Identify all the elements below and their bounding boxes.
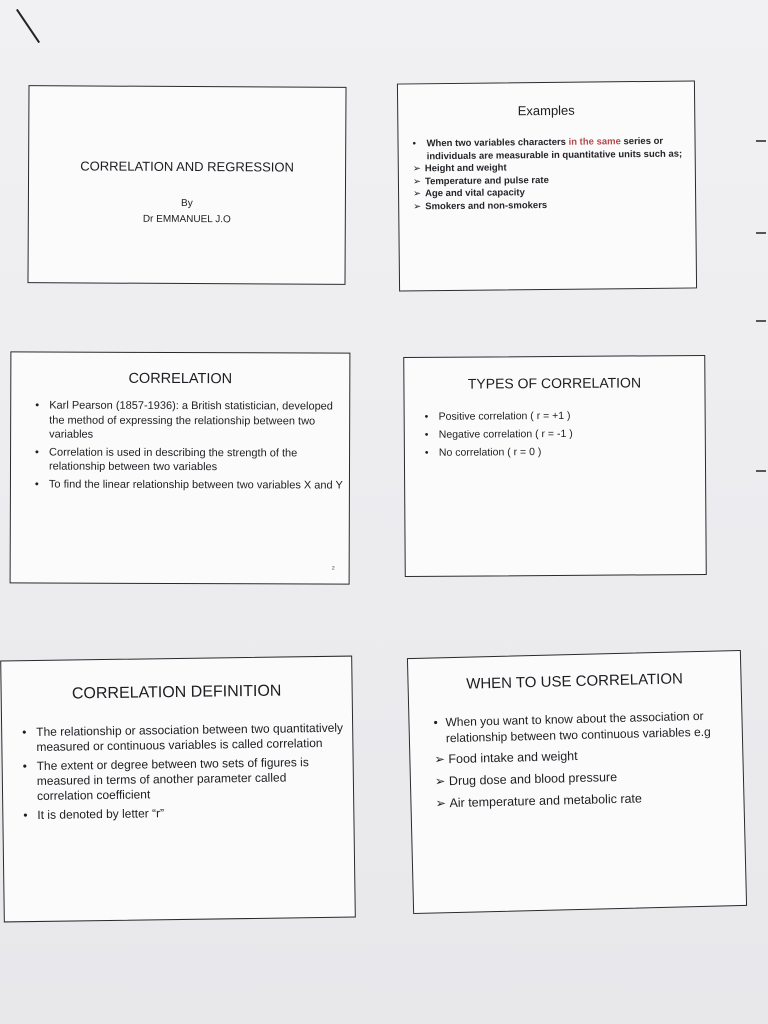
slide-6-title: WHEN TO USE CORRELATION: [466, 670, 684, 693]
bullet-icon: •: [424, 446, 429, 459]
list-item: [35, 445, 343, 475]
slide-2-lead-text-b: series or individuals are measurable in quantitative units such as;: [426, 135, 683, 162]
list-item: [34, 477, 343, 493]
bullet-icon: •: [35, 445, 39, 459]
slide-1-author: Dr EMMANUEL J.O: [142, 213, 231, 226]
bullet-icon: •: [23, 808, 28, 823]
list-item-text: The relationship or association between two quantitatively measured or continuous variables is called correlation: [36, 720, 344, 754]
slide-5-bullets: [22, 720, 345, 827]
arrow-bullet-icon: ➢: [435, 796, 447, 811]
slide-correlation: [10, 351, 351, 584]
edge-tick: [756, 320, 766, 322]
list-item: [22, 720, 344, 755]
list-item-text: Age and vital capacity: [425, 187, 525, 200]
slide-3-page-number: 2: [331, 565, 335, 572]
edge-tick: [756, 232, 766, 234]
list-item: [424, 407, 573, 426]
slide-2-lead-text-a: When two variables characters: [426, 136, 569, 150]
bullet-icon: •: [22, 759, 27, 774]
arrow-bullet-icon: ➢: [412, 163, 421, 175]
bullet-icon: •: [424, 428, 429, 441]
list-item-text: Karl Pearson (1857-1936): a British statistician, developed the method of expressing the relationship between two variables: [49, 399, 333, 441]
slide-1-by: By: [181, 197, 193, 210]
bullet-icon: •: [412, 138, 416, 150]
slide-correlation-definition: [0, 656, 356, 923]
arrow-bullet-icon: ➢: [412, 175, 421, 187]
bullet-icon: •: [433, 715, 438, 730]
list-item-text: It is denoted by letter “r”: [37, 806, 165, 822]
slide-3-title: CORRELATION: [128, 370, 233, 388]
list-item: [434, 743, 736, 768]
slide-3-bullets: [34, 399, 343, 496]
list-item: [424, 443, 573, 462]
list-item-text: Positive correlation ( r = +1 ): [438, 409, 571, 423]
list-item-text: Negative correlation ( r = -1 ): [438, 427, 573, 441]
list-item-text: Height and weight: [424, 162, 507, 175]
slide-6-lead-text: When you want to know about the association or relationship between two continuous variables e.g: [445, 708, 711, 746]
bullet-icon: •: [34, 477, 39, 491]
slide-when-to-use-correlation: [407, 650, 747, 914]
list-item-text: Correlation is used in describing the strength of the relationship between two variables: [48, 446, 298, 474]
slide-4-title: TYPES OF CORRELATION: [467, 374, 642, 392]
edge-tick: [756, 140, 766, 142]
list-item-text: Smokers and non-smokers: [425, 199, 548, 212]
bullet-icon: •: [424, 410, 429, 423]
slide-2-lead: [412, 135, 686, 164]
list-item-text: No correlation ( r = 0 ): [438, 446, 542, 459]
slide-2-lead-highlight: in the same: [568, 136, 621, 148]
arrow-bullet-icon: ➢: [413, 188, 422, 200]
slide-title-page: [27, 85, 346, 285]
list-item: [413, 198, 687, 213]
arrow-bullet-icon: ➢: [434, 752, 446, 767]
list-item-text: The extent or degree between two sets of figures is measured in terms of another parameter called correlation coefficient: [36, 755, 309, 803]
slide-6-lead: [433, 707, 736, 746]
bullet-icon: •: [35, 399, 40, 412]
slide-4-bullets: [424, 407, 573, 462]
slide-types-of-correlation: [403, 355, 707, 577]
list-item-text: To find the linear relationship between two variables X and Y: [48, 478, 343, 492]
list-item: [424, 425, 573, 444]
list-item: [23, 804, 345, 823]
slide-2-content: [412, 135, 687, 214]
arrow-bullet-icon: ➢: [413, 200, 422, 212]
list-item: [435, 765, 737, 790]
list-item-text: Drug dose and blood pressure: [448, 770, 618, 789]
list-item: [435, 787, 737, 812]
slide-6-content: [433, 707, 737, 816]
edge-tick: [756, 470, 766, 472]
slide-5-title: CORRELATION DEFINITION: [71, 682, 282, 703]
list-item: [35, 399, 343, 444]
slide-1-title: CORRELATION AND REGRESSION: [80, 158, 294, 175]
list-item-text: Temperature and pulse rate: [424, 174, 549, 187]
list-item-text: Air temperature and metabolic rate: [449, 791, 643, 811]
arrow-bullet-icon: ➢: [434, 774, 446, 789]
slide-examples: [397, 80, 697, 291]
bullet-icon: •: [22, 725, 27, 740]
pen-mark: [16, 9, 40, 43]
slide-2-title: Examples: [517, 102, 575, 119]
list-item: [22, 755, 346, 804]
list-item-text: Food intake and weight: [448, 748, 578, 767]
